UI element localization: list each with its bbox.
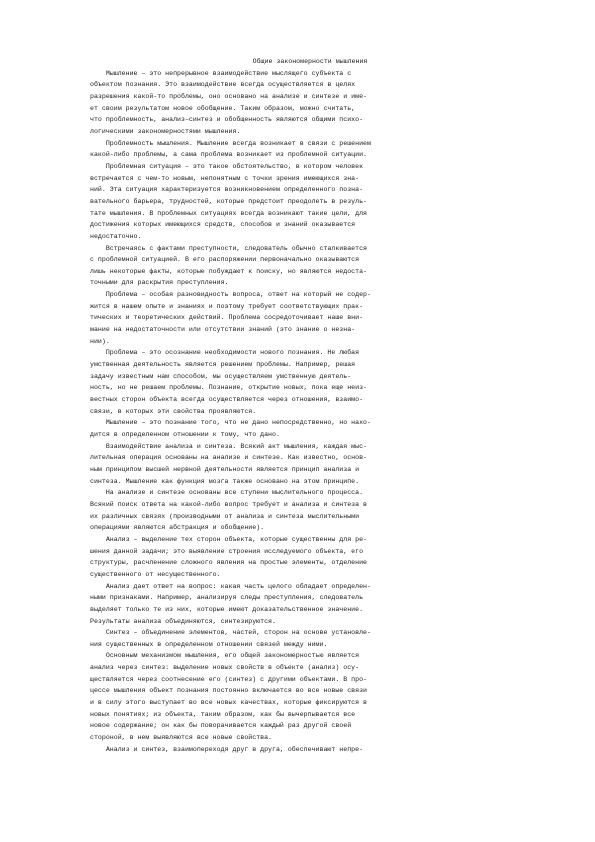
text-line: Встречаясь с фактами преступности, следователь обычно сталкивается <box>90 244 367 252</box>
text-line: ний. Эта ситуация характеризуется возникновением определенного позна- <box>90 186 364 194</box>
text-line: дится в определенном отношении к тому, что дано. <box>90 431 280 438</box>
text-line: их различных связях (производными от анализа и синтеза мыслительными <box>90 512 360 520</box>
text-line: новое содержание; он как бы поворачивается каждый раз другой своей <box>90 722 352 730</box>
text-line: стороной, в нем выявляются все новые свойства. <box>90 734 273 742</box>
text-line: мание на недостаточности или отсутствии знаний (это знание о незна- <box>90 326 356 334</box>
paragraph <box>90 627 530 650</box>
paragraph <box>90 347 530 417</box>
text-line: умственная деятельность является решением проблемы. Например, решая <box>90 361 356 369</box>
text-line: что проблемность, анализ–синтез и обобщенность являются общими психо- <box>90 116 364 124</box>
text-line: синтеза. Мышление как функция мозга также основано на этом принципе. <box>90 477 360 485</box>
text-line: недостаточно. <box>90 232 142 240</box>
text-line: ность, но не решаем проблемы. Познание, открытие новых, пока еще неиз- <box>90 384 367 392</box>
paragraph <box>90 161 530 243</box>
text-line: вестных сторон объекта всегда осуществляется через отношения, взаимо- <box>90 396 364 404</box>
text-line: лительная операция основаны на анализе и синтезе. Как известно, основ- <box>90 454 367 462</box>
text-line: выделяет только те из них, которые имеют доказательственное значение. <box>90 605 364 613</box>
paragraph <box>90 650 530 743</box>
paragraph <box>90 417 530 440</box>
text-line: логическими закономерностями мышления. <box>90 127 241 135</box>
text-line: Мышление – это непрерывное взаимодействие мыслящего субъекта с <box>90 69 352 77</box>
text-line: Основным механизмом мышления, его общей закономерностью является <box>90 652 360 660</box>
text-line: объектом познания. Это взаимодействие всегда осуществляется в целях <box>90 81 356 89</box>
text-line: Всякий поиск ответа на какой-либо вопрос требует и анализа и синтеза в <box>90 500 367 508</box>
paragraph <box>90 138 530 161</box>
paragraph <box>90 441 530 488</box>
text-line: Анализ – выделение тех сторон объекта, которые существенны для ре- <box>90 535 367 543</box>
text-line: ния существенных в определенном отношении связей между ними. <box>90 640 328 648</box>
paragraph <box>90 744 530 756</box>
text-line: лишь некоторые факты, которые побуждают к поиску, но являются недоста- <box>90 267 367 275</box>
text-line: тических и теоретических действий. Проблема сосредоточивает наше вни- <box>90 314 364 322</box>
text-line: На анализе и синтезе основаны все ступени мыслительного процесса. <box>90 489 364 497</box>
text-line: цессе мышления объект познания постоянно включается во все новые связи <box>90 687 367 695</box>
text-line: ществляется через соотнесение его (синтез) с другими объектами. В про- <box>90 675 367 683</box>
text-line: встречается с чем-то новым, непонятным с точки зрения имеющихся зна- <box>90 174 360 182</box>
text-line: разрешения какой-то проблемы, оно основано на анализе и синтезе и име- <box>90 92 367 100</box>
text-line: жится в нашем опыте и знаниях и поэтому требует соответствующих прак- <box>90 302 364 310</box>
text-line: вательного барьера, трудностей, которые предстоит преодолеть в резуль- <box>90 197 367 205</box>
text-line: Проблема – это осознание необходимости нового познания. Не любая <box>90 349 360 357</box>
text-line: точными для раскрытия преступления. <box>90 279 229 287</box>
text-line: анализ через синтез: выделение новых свойств в объекте (анализ) осу- <box>90 664 360 672</box>
text-line: шения данной задачи; это выявление строения исследуемого объекта, его <box>90 547 364 555</box>
text-line: нии). <box>90 337 110 345</box>
text-line: Проблемность мышления. Мышление всегда возникает в связи с решением <box>90 139 371 147</box>
text-line: операциями являются абстракция и обобщение). <box>90 524 265 532</box>
text-line: достижения которых имеющихся средств, способов и знаний оказывается <box>90 221 356 229</box>
paragraph <box>90 581 530 628</box>
text-line: ет своим результатом новое обобщение. Таким образом, можно считать, <box>90 104 356 112</box>
text-line: и в силу этого выступает во все новых качествах, которые фиксируются в <box>90 699 367 707</box>
text-line: связи, в которых эти свойства проявляются. <box>90 407 257 415</box>
text-line: тате мышления. В проблемных ситуациях всегда возникают такие цели, для <box>90 209 367 217</box>
paragraph <box>90 243 530 290</box>
text-line: какой-либо проблемы, а сама проблема возникает из проблемной ситуации. <box>90 151 367 159</box>
paragraph <box>90 487 530 534</box>
text-line: с проблемной ситуацией. В его распоряжении первоначально оказываются <box>90 256 360 264</box>
text-line: Результаты анализа объединяются, синтезируются. <box>90 617 276 625</box>
text-line: Мышление – это познание того, что не дано непосредственно, но нахо- <box>90 419 371 427</box>
text-line: новых понятиях; из объекта, таким образом, как бы вычерпывается все <box>90 710 356 718</box>
text-line: существенного от несущественного. <box>90 570 221 578</box>
text-line: ными признаками. Например, анализируя следы преступления, следователь <box>90 594 364 602</box>
text-line: Анализ и синтез, взаимопереходя друг в друга, обеспечивают непре- <box>90 745 364 753</box>
text-line: Проблема – особая разновидность вопроса, ответ на который не содер- <box>90 291 371 299</box>
paragraph <box>90 68 530 138</box>
paragraph <box>90 289 530 347</box>
document-body <box>90 56 530 755</box>
paragraph <box>90 534 530 581</box>
text-line: Взаимодействие анализа и синтеза. Всякий акт мышления, каждая мыс- <box>90 442 367 450</box>
text-line: задачу известным нам способом, мы осуществляем умственную деятель- <box>90 372 352 380</box>
text-line: Синтез – объединение элементов, частей, сторон на основе установле- <box>90 629 371 637</box>
text-line: Проблемная ситуация – это такое обстоятельство, в котором человек <box>90 162 364 170</box>
document-title: Общие закономерности мышления <box>252 58 368 65</box>
text-line: Анализ дает ответ на вопрос: какая часть целого обладает определен- <box>90 582 371 590</box>
text-line: структуры, расчленение сложного явления на простые элементы, отделение <box>90 559 367 567</box>
text-line: ным принципом высшей нервной деятельности является принцип анализа и <box>90 465 360 473</box>
